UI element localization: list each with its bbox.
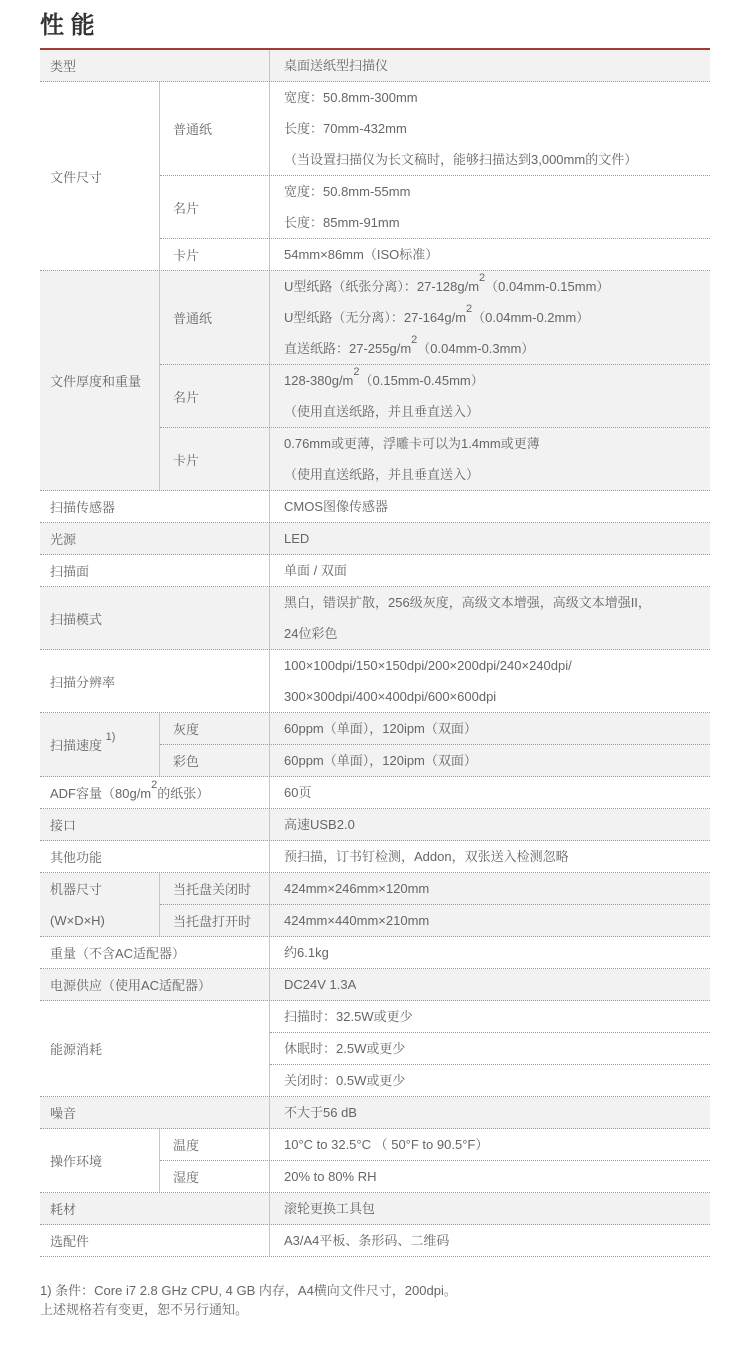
row-value <box>270 50 710 81</box>
value-line: 宽度：50.8mm-300mm <box>284 90 418 105</box>
label-text: 接口 <box>50 818 77 833</box>
row-scan-side <box>40 555 710 587</box>
subrow-humidity <box>160 1160 710 1192</box>
row-scan-mode <box>40 587 710 650</box>
row-value <box>270 587 710 649</box>
subrow-value <box>270 239 710 270</box>
value-text: 预扫描，订书钉检测，Addon，双张送入检测忽略 <box>284 849 569 864</box>
row-other-functions <box>40 841 710 873</box>
value-line: 长度：70mm-432mm <box>284 121 407 136</box>
spec-table <box>40 48 710 1257</box>
row-value <box>270 1193 710 1224</box>
value-text: 不大于56 dB <box>284 1105 357 1120</box>
label-text: 其他功能 <box>50 850 103 865</box>
value-text: 单面 / 双面 <box>284 563 347 578</box>
row-value <box>270 777 710 808</box>
row-weight <box>40 937 710 969</box>
subrow-plain-paper <box>160 82 710 175</box>
value-line: 54mm×86mm（ISO标准） <box>284 247 439 262</box>
label-text: 选配件 <box>50 1234 90 1249</box>
value-line: 24位彩色 <box>284 626 338 641</box>
row-label <box>40 1225 270 1256</box>
value-text: 10°C to 32.5°C （ 50°F to 90.5°F） <box>284 1137 489 1152</box>
subrow-plain-paper <box>160 271 710 364</box>
label-text: 电源供应（使用AC适配器） <box>50 978 212 993</box>
subrow-value <box>270 1161 710 1192</box>
row-label <box>40 587 270 649</box>
subrow-label <box>160 365 270 427</box>
sublabel-text: 湿度 <box>173 1170 200 1185</box>
row-adf-capacity <box>40 777 710 809</box>
value-line: 扫描时：32.5W或更少 <box>284 1009 413 1024</box>
row-label <box>40 271 160 490</box>
row-value <box>270 841 710 872</box>
row-resolution <box>40 650 710 713</box>
value-line: U型纸路（纸张分离）：$27-128g/m^2(0.04mm-0.15mm)$ <box>284 271 610 294</box>
row-light-source <box>40 523 710 555</box>
subrow-business-card <box>160 175 710 238</box>
label-text: 噪音 <box>50 1106 77 1121</box>
sub-rows <box>160 873 710 936</box>
sublabel-text: 当托盘关闭时 <box>173 882 252 897</box>
row-value <box>270 1097 710 1128</box>
page-title: 性 能 <box>40 12 95 39</box>
value-line: 黑白，错误扩散，256级灰度，高级文本增强，高级文本增强II， <box>284 595 651 610</box>
subrow-value <box>270 873 710 904</box>
row-label <box>40 713 160 776</box>
footnote-line-1: 1) 条件：Core i7 2.8 GHz CPU, 4 GB 内存，A4横向文件尺寸，200dpi。 <box>40 1283 457 1298</box>
value-text: 桌面送纸型扫描仪 <box>284 58 389 73</box>
value-line: 休眠时：2.5W或更少 <box>284 1041 406 1056</box>
subrow-label <box>160 1129 270 1160</box>
subrow-value <box>270 1129 710 1160</box>
row-consumables <box>40 1193 710 1225</box>
row-label <box>40 969 270 1000</box>
subrow-value <box>270 905 710 936</box>
sub-rows <box>160 271 710 490</box>
sub-rows <box>270 1001 710 1096</box>
row-label <box>40 937 270 968</box>
subrow-value <box>270 82 710 175</box>
row-options <box>40 1225 710 1257</box>
subrow-value <box>270 176 710 238</box>
sublabel-text: 名片 <box>173 200 200 216</box>
subrow-scanning <box>270 1001 710 1032</box>
label-text: 能源消耗 <box>50 1042 103 1057</box>
row-value <box>270 809 710 840</box>
sublabel-text: 普通纸 <box>173 122 213 137</box>
row-value <box>270 969 710 1000</box>
subrow-value <box>270 365 710 427</box>
row-label <box>40 650 270 712</box>
subrow-value <box>270 1033 710 1064</box>
subrow-tray-closed <box>160 873 710 904</box>
subrow-business-card <box>160 364 710 427</box>
sublabel-text: 卡片 <box>173 248 200 263</box>
value-text: 约6.1kg <box>284 945 329 960</box>
label-text: 扫描面 <box>50 564 90 579</box>
label-text: 文件厚度和重量 <box>50 374 142 389</box>
row-label <box>40 1001 270 1096</box>
row-power-supply <box>40 969 710 1001</box>
subrow-label <box>160 428 270 490</box>
row-value <box>270 523 710 554</box>
value-line: U型纸路（无分离）：$27-164g/m^2(0.04mm-0.2mm)$ <box>284 302 590 325</box>
sublabel-text: 名片 <box>173 389 200 405</box>
row-label <box>40 1129 160 1192</box>
row-document-size <box>40 82 710 271</box>
value-text: 高速USB2.0 <box>284 817 355 832</box>
footnote <box>40 1281 710 1319</box>
row-value <box>270 650 710 712</box>
row-label <box>40 491 270 522</box>
footnote-line-2: 上述规格若有变更，恕不另行通知。 <box>40 1302 249 1317</box>
subrow-tray-open <box>160 904 710 936</box>
sublabel-text: 普通纸 <box>173 311 213 326</box>
value-text: 60页 <box>284 785 312 800</box>
row-energy-consumption <box>40 1001 710 1097</box>
row-label <box>40 555 270 586</box>
value-line: 直送纸路：$27-255g/m^2(0.04mm-0.3mm)$ <box>284 333 535 356</box>
value-line: （当设置扫描仪为长文稿时，能够扫描达到3,000mm的文件） <box>284 152 638 167</box>
value-text: 20% to 80% RH <box>284 1169 377 1184</box>
sublabel-text: 灰度 <box>173 722 200 737</box>
value-line: 宽度：50.8mm-55mm <box>284 184 411 199</box>
value-line: $128-380g/m^2(0.15mm-0.45mm)$ <box>284 365 484 388</box>
subrow-label <box>160 1161 270 1192</box>
label-text: 重量（不含AC适配器） <box>50 946 186 961</box>
subrow-sleep <box>270 1032 710 1064</box>
row-type <box>40 50 710 82</box>
value-text: 60ppm（单面），120ipm（双面） <box>284 753 477 768</box>
label-text: 机器尺寸 <box>50 881 103 897</box>
label-text: 扫描传感器 <box>50 500 116 515</box>
value-line: 100×100dpi/150×150dpi/200×200dpi/240×240dpi/ <box>284 658 572 673</box>
sub-rows <box>160 1129 710 1192</box>
label-text: 类型 <box>50 59 77 74</box>
subrow-value <box>270 745 710 776</box>
row-label <box>40 1193 270 1224</box>
row-value <box>270 937 710 968</box>
subrow-label <box>160 176 270 238</box>
sublabel-text: 彩色 <box>173 754 200 769</box>
row-interface <box>40 809 710 841</box>
label-text: (W×D×H) <box>50 912 105 928</box>
sublabel-text: 卡片 <box>173 452 200 468</box>
subrow-label <box>160 239 270 270</box>
value-text: 60ppm（单面），120ipm（双面） <box>284 721 477 736</box>
subrow-color <box>160 744 710 776</box>
subrow-value <box>270 1065 710 1096</box>
subrow-label <box>160 82 270 175</box>
row-document-thickness <box>40 271 710 491</box>
subrow-value <box>270 428 710 490</box>
value-line: 长度：85mm-91mm <box>284 215 400 230</box>
subrow-label <box>160 271 270 364</box>
subrow-off <box>270 1064 710 1096</box>
subrow-card <box>160 427 710 490</box>
value-text: DC24V 1.3A <box>284 977 357 992</box>
subrow-label <box>160 745 270 776</box>
subrow-value <box>270 271 710 364</box>
value-text: 滚轮更换工具包 <box>284 1201 376 1216</box>
value-line: 关闭时：0.5W或更少 <box>284 1073 406 1088</box>
row-label <box>40 50 270 81</box>
label-text: 光源 <box>50 532 77 547</box>
row-value <box>270 491 710 522</box>
row-label <box>40 873 160 936</box>
subrow-card <box>160 238 710 270</box>
subrow-label <box>160 873 270 904</box>
sublabel-text: 当托盘打开时 <box>173 914 252 929</box>
subrow-temperature <box>160 1129 710 1160</box>
value-text: CMOS图像传感器 <box>284 499 389 514</box>
value-text: 424mm×440mm×210mm <box>284 913 430 928</box>
value-line: 0.76mm或更薄，浮雕卡可以为1.4mm或更薄 <box>284 436 540 451</box>
subrow-label <box>160 713 270 744</box>
subrow-grayscale <box>160 713 710 744</box>
value-line: （使用直送纸路，并且垂直送入） <box>284 467 480 482</box>
value-line: （使用直送纸路，并且垂直送入） <box>284 404 480 419</box>
value-line: 300×300dpi/400×400dpi/600×600dpi <box>284 689 497 704</box>
row-label <box>40 809 270 840</box>
label-text: ADF容量（$80g/m^2$的纸张） <box>50 778 210 801</box>
row-label <box>40 1097 270 1128</box>
label-text: 扫描速度 $^{1)}$ <box>50 730 116 753</box>
sublabel-text: 温度 <box>173 1138 200 1153</box>
label-text: 耗材 <box>50 1202 77 1217</box>
row-label <box>40 523 270 554</box>
row-sensor <box>40 491 710 523</box>
row-value <box>270 555 710 586</box>
label-text: 文件尺寸 <box>50 169 103 185</box>
value-text: LED <box>284 531 310 546</box>
row-value <box>270 1225 710 1256</box>
row-operating-environment <box>40 1129 710 1193</box>
row-label <box>40 777 270 808</box>
label-text: 操作环境 <box>50 1154 103 1169</box>
label-text: 扫描分辨率 <box>50 674 116 690</box>
value-text: 424mm×246mm×120mm <box>284 881 430 896</box>
subrow-label <box>160 905 270 936</box>
row-noise <box>40 1097 710 1129</box>
value-text: A3/A4平板、条形码、二维码 <box>284 1233 450 1248</box>
subrow-value <box>270 713 710 744</box>
row-dimensions <box>40 873 710 937</box>
row-scan-speed <box>40 713 710 777</box>
sub-rows <box>160 713 710 776</box>
row-label <box>40 841 270 872</box>
row-label <box>40 82 160 270</box>
sub-rows <box>160 82 710 270</box>
label-text: 扫描模式 <box>50 611 103 627</box>
subrow-value <box>270 1001 710 1032</box>
